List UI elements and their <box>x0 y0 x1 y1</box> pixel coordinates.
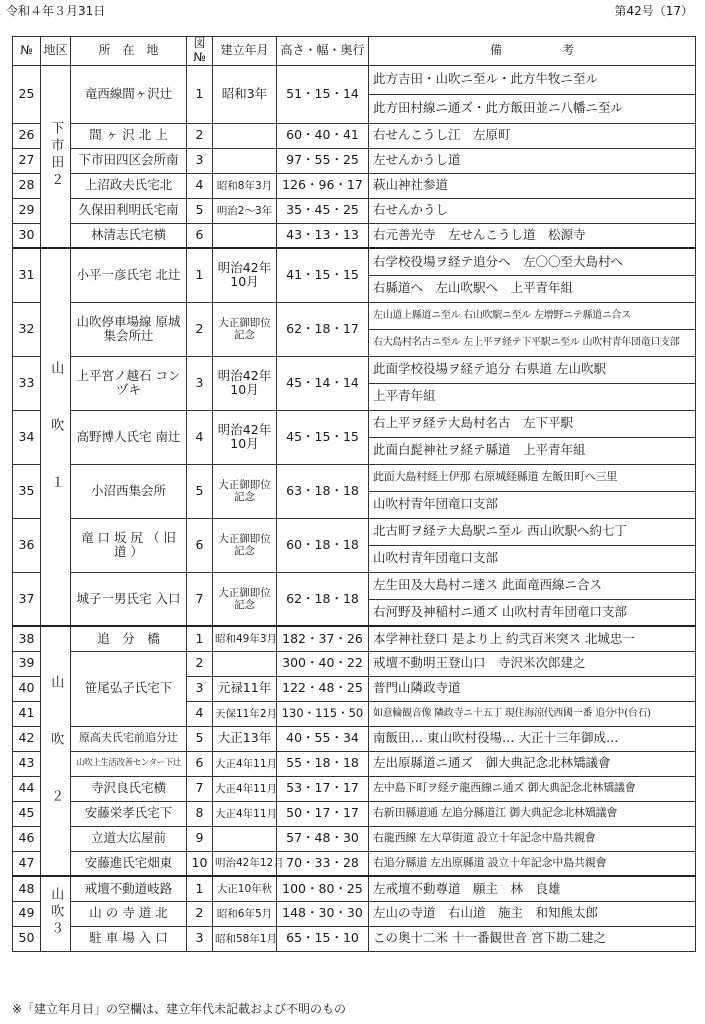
note: 左山の寺道 右山道 施主 和知熊太郎 <box>369 901 696 926</box>
dimensions: 55・18・18 <box>277 751 369 776</box>
note: 上平青年組 <box>369 383 696 410</box>
table-header-row <box>13 37 696 66</box>
note: 如意輪観音像 隣政寺ニ十五丁 現住海涼代西國一番 追分中(台石) <box>369 701 696 726</box>
figure-number: 5 <box>187 726 213 751</box>
figure-number: 6 <box>187 751 213 776</box>
figure-number: 6 <box>187 518 213 572</box>
table-row <box>13 410 696 437</box>
built-date <box>213 148 277 173</box>
row-number: 28 <box>13 173 41 198</box>
location: 安藤進氏宅畑東 <box>71 851 187 876</box>
issue-number: 第42号（17） <box>614 4 693 18</box>
row-number: 35 <box>13 464 41 518</box>
dimensions: 51・15・14 <box>277 65 369 123</box>
built-date <box>213 651 277 676</box>
location: 駐 車 場 入 口 <box>71 926 187 951</box>
table-row <box>13 464 696 491</box>
row-number: 32 <box>13 302 41 356</box>
dimensions: 35・45・25 <box>277 198 369 223</box>
row-number: 50 <box>13 926 41 951</box>
table-row <box>13 223 696 248</box>
built-date: 天保11年2月 <box>213 701 277 726</box>
row-number: 25 <box>13 65 41 123</box>
col-header-dimensions: 高さ・幅・奥行 <box>277 37 369 66</box>
location: 間 ヶ 沢 北 上 <box>71 123 187 148</box>
table-row <box>13 726 696 751</box>
row-number: 38 <box>13 626 41 651</box>
table-row <box>13 123 696 148</box>
location: 笹尾弘子氏宅下 <box>71 651 187 726</box>
figure-number: 1 <box>187 248 213 302</box>
note: 本学神社登口 是より上 約弐百米突ス 北城忠一 <box>369 626 696 651</box>
note: 右新田縣道通 左追分縣道江 御大典記念北林矯議會 <box>369 801 696 826</box>
stone-marker-table <box>12 36 696 952</box>
note: 右上平ヲ経テ大島村名古 左下平駅 <box>369 410 696 437</box>
dimensions: 65・15・10 <box>277 926 369 951</box>
location: 小沼西集会所 <box>71 464 187 518</box>
note: 萩山神社参道 <box>369 173 696 198</box>
table-row <box>13 751 696 776</box>
table-row <box>13 901 696 926</box>
note: 此方田村線ニ通ズ・此方飯田並ニ八幡ニ至ル <box>369 94 696 123</box>
row-number: 27 <box>13 148 41 173</box>
built-date: 昭和3年 <box>213 65 277 123</box>
dimensions: 45・15・15 <box>277 410 369 464</box>
figure-number: 1 <box>187 65 213 123</box>
figure-number: 9 <box>187 826 213 851</box>
row-number: 42 <box>13 726 41 751</box>
location: 上平宮ノ越石 コンヅキ <box>71 356 187 410</box>
note: 左戒壇不動尊道 願主 林 良雄 <box>369 876 696 901</box>
built-date: 大正御即位 記念 <box>213 572 277 626</box>
area-yamabuki2 <box>41 626 71 876</box>
location: 林清志氏宅横 <box>71 223 187 248</box>
location: 山吹上生活改善センター下辻 <box>71 751 187 776</box>
col-header-figure: 図№ <box>187 37 213 66</box>
note: 普門山隣政寺道 <box>369 676 696 701</box>
built-date: 明治42年 10月 <box>213 410 277 464</box>
note: 左生田及大島村ニ達ス 此面竜西線ニ合ス <box>369 572 696 599</box>
figure-number: 3 <box>187 926 213 951</box>
row-number: 29 <box>13 198 41 223</box>
figure-number: 2 <box>187 651 213 676</box>
figure-number: 4 <box>187 701 213 726</box>
table-row <box>13 148 696 173</box>
figure-number: 5 <box>187 464 213 518</box>
built-date: 昭和58年1月 <box>213 926 277 951</box>
figure-number: 7 <box>187 776 213 801</box>
location: 安藤栄孝氏宅下 <box>71 801 187 826</box>
built-date: 大正10年秋 <box>213 876 277 901</box>
built-date <box>213 826 277 851</box>
built-date: 明治2～3年 <box>213 198 277 223</box>
note: 山吹村青年団竜口支部 <box>369 491 696 518</box>
row-number: 36 <box>13 518 41 572</box>
note: 左出原縣道ニ通ズ 御大典記念北林矯議會 <box>369 751 696 776</box>
dimensions: 130・115・50 <box>277 701 369 726</box>
figure-number: 2 <box>187 123 213 148</box>
col-header-location: 所 在 地 <box>71 37 187 66</box>
table-row <box>13 572 696 599</box>
figure-number: 4 <box>187 173 213 198</box>
table-row <box>13 776 696 801</box>
figure-number: 10 <box>187 851 213 876</box>
location: 高野博人氏宅 南辻 <box>71 410 187 464</box>
location: 竜 口 坂 尻 （ 旧 道 ） <box>71 518 187 572</box>
location: 城子一男氏宅 入口 <box>71 572 187 626</box>
row-number: 26 <box>13 123 41 148</box>
table-row <box>13 173 696 198</box>
location: 寺沢良氏宅横 <box>71 776 187 801</box>
note: この奥十二米 十一番観世音 宮下勘二建之 <box>369 926 696 951</box>
row-number: 41 <box>13 701 41 726</box>
table-row <box>13 826 696 851</box>
table-row <box>13 356 696 383</box>
figure-number: 8 <box>187 801 213 826</box>
row-number: 47 <box>13 851 41 876</box>
dimensions: 62・18・18 <box>277 572 369 626</box>
note: 此面大島村経上伊那 右原城経縣道 左飯田町へ三里 <box>369 464 696 491</box>
built-date: 昭和6年5月 <box>213 901 277 926</box>
note: 右追分縣道 左出原縣道 設立十年記念中島共親會 <box>369 851 696 876</box>
dimensions: 50・17・17 <box>277 801 369 826</box>
table-row <box>13 248 696 275</box>
figure-number: 4 <box>187 410 213 464</box>
note: 右元善光寺 左せんこうし道 松源寺 <box>369 223 696 248</box>
location: 久保田利明氏宅南 <box>71 198 187 223</box>
dimensions: 182・37・26 <box>277 626 369 651</box>
dimensions: 60・40・41 <box>277 123 369 148</box>
note: 左せんかうし道 <box>369 148 696 173</box>
location: 立道大広屋前 <box>71 826 187 851</box>
built-date: 明治42年12月 <box>213 851 277 876</box>
location: 下市田四区会所南 <box>71 148 187 173</box>
note: 南飯田… 東山吹村役場… 大正十三年御成… <box>369 726 696 751</box>
figure-number: 3 <box>187 676 213 701</box>
location: 山 の 寺 道 北 <box>71 901 187 926</box>
note: 右縣道へ 左山吹駅へ 上平青年組 <box>369 275 696 302</box>
note: 北古町ヲ経テ大島駅ニ至ル 西山吹駅へ約七丁 <box>369 518 696 545</box>
area-label: 下 市 田 ２ <box>48 121 64 186</box>
figure-number: 1 <box>187 626 213 651</box>
row-number: 31 <box>13 248 41 302</box>
col-header-no: № <box>13 37 41 66</box>
dimensions: 43・13・13 <box>277 223 369 248</box>
note: 此面白髭神社ヲ経テ縣道 上平青年組 <box>369 437 696 464</box>
note: 左山道上縣道ニ至ル 右山吹駅ニ至ル 左增野ニテ縣道ニ合ス <box>369 302 696 329</box>
figure-number: 1 <box>187 876 213 901</box>
area-yamabuki1 <box>41 248 71 626</box>
dimensions: 122・48・25 <box>277 676 369 701</box>
location: 原高夫氏宅前追分辻 <box>71 726 187 751</box>
dimensions: 62・18・17 <box>277 302 369 356</box>
note: 右河野及神稲村ニ通ズ 山吹村青年団竜口支部 <box>369 599 696 626</box>
location: 竜西線間ヶ沢辻 <box>71 65 187 123</box>
row-number: 48 <box>13 876 41 901</box>
note: 右学校役場ヲ経テ追分へ 左〇〇至大島村へ <box>369 248 696 275</box>
built-date: 大正御即位 記念 <box>213 518 277 572</box>
built-date: 大正御即位 記念 <box>213 464 277 518</box>
note: 山吹村青年団竜口支部 <box>369 545 696 572</box>
built-date: 大正御即位 記念 <box>213 302 277 356</box>
dimensions: 300・40・22 <box>277 651 369 676</box>
area-label: 山 吹 １ <box>48 360 64 508</box>
row-number: 44 <box>13 776 41 801</box>
location: 上沼政夫氏宅北 <box>71 173 187 198</box>
built-date: 大正4年11月 <box>213 776 277 801</box>
col-header-date: 建立年月 <box>213 37 277 66</box>
table-row <box>13 198 696 223</box>
dimensions: 40・55・34 <box>277 726 369 751</box>
figure-number: 3 <box>187 148 213 173</box>
note: 戒壇不動明王登山口 寺沢米次郎建之 <box>369 651 696 676</box>
table-row <box>13 926 696 951</box>
location: 山吹停車場線 原城集会所辻 <box>71 302 187 356</box>
row-number: 46 <box>13 826 41 851</box>
built-date <box>213 223 277 248</box>
table-row <box>13 801 696 826</box>
note: 右大島村名古ニ至ル 左上平ヲ経テ下平駅ニ至ル 山吹村青年団竜口支部 <box>369 329 696 356</box>
table-row <box>13 65 696 94</box>
dimensions: 41・15・15 <box>277 248 369 302</box>
location: 戒壇不動道岐路 <box>71 876 187 901</box>
built-date: 大正4年11月 <box>213 801 277 826</box>
dimensions: 97・55・25 <box>277 148 369 173</box>
figure-number: 6 <box>187 223 213 248</box>
built-date: 明治42年 10月 <box>213 356 277 410</box>
dimensions: 148・30・30 <box>277 901 369 926</box>
figure-number: 3 <box>187 356 213 410</box>
built-date: 大正4年11月 <box>213 751 277 776</box>
note: 左中島下町ヲ経テ龍西線ニ通ズ 御大典記念北林矯議會 <box>369 776 696 801</box>
figure-number: 5 <box>187 198 213 223</box>
table-row <box>13 651 696 676</box>
built-date: 明治42年 10月 <box>213 248 277 302</box>
row-number: 34 <box>13 410 41 464</box>
issue-date: 令和４年３月31日 <box>6 4 106 18</box>
built-date: 元禄11年 <box>213 676 277 701</box>
dimensions: 63・18・18 <box>277 464 369 518</box>
built-date: 昭和49年3月 <box>213 626 277 651</box>
table-row <box>13 626 696 651</box>
row-number: 39 <box>13 651 41 676</box>
table-row <box>13 518 696 545</box>
table-row <box>13 302 696 329</box>
built-date <box>213 123 277 148</box>
row-number: 33 <box>13 356 41 410</box>
note: 右せんかうし <box>369 198 696 223</box>
location: 追 分 橋 <box>71 626 187 651</box>
col-header-area: 地区 <box>41 37 71 66</box>
note: 右龍西線 左大草街道 設立十年記念中島共親會 <box>369 826 696 851</box>
figure-number: 2 <box>187 901 213 926</box>
table-row <box>13 851 696 876</box>
built-date: 大正13年 <box>213 726 277 751</box>
row-number: 49 <box>13 901 41 926</box>
dimensions: 60・18・18 <box>277 518 369 572</box>
dimensions: 100・80・25 <box>277 876 369 901</box>
note: 此方吉田・山吹ニ至ル・此方牛牧ニ至ル <box>369 65 696 94</box>
footnote: ※「建立年月日」の空欄は、建立年代未記載および不明のもの <box>12 1002 347 1016</box>
area-label: 山 吹 ３ <box>48 887 64 935</box>
dimensions: 53・17・17 <box>277 776 369 801</box>
area-yamabuki3 <box>41 876 71 951</box>
built-date: 昭和8年3月 <box>213 173 277 198</box>
figure-number: 7 <box>187 572 213 626</box>
table-row <box>13 876 696 901</box>
dimensions: 45・14・14 <box>277 356 369 410</box>
dimensions: 57・48・30 <box>277 826 369 851</box>
note: 此面学校役場ヲ経テ追分 右県道 左山吹駅 <box>369 356 696 383</box>
row-number: 45 <box>13 801 41 826</box>
col-header-notes: 備 考 <box>369 37 696 66</box>
figure-number: 2 <box>187 302 213 356</box>
area-label: 山 吹 ２ <box>48 674 64 822</box>
dimensions: 126・96・17 <box>277 173 369 198</box>
row-number: 37 <box>13 572 41 626</box>
row-number: 40 <box>13 676 41 701</box>
location: 小平一彦氏宅 北辻 <box>71 248 187 302</box>
dimensions: 70・33・28 <box>277 851 369 876</box>
row-number: 30 <box>13 223 41 248</box>
note: 右せんこうし江 左原町 <box>369 123 696 148</box>
row-number: 43 <box>13 751 41 776</box>
area-shimoichida <box>41 65 71 248</box>
